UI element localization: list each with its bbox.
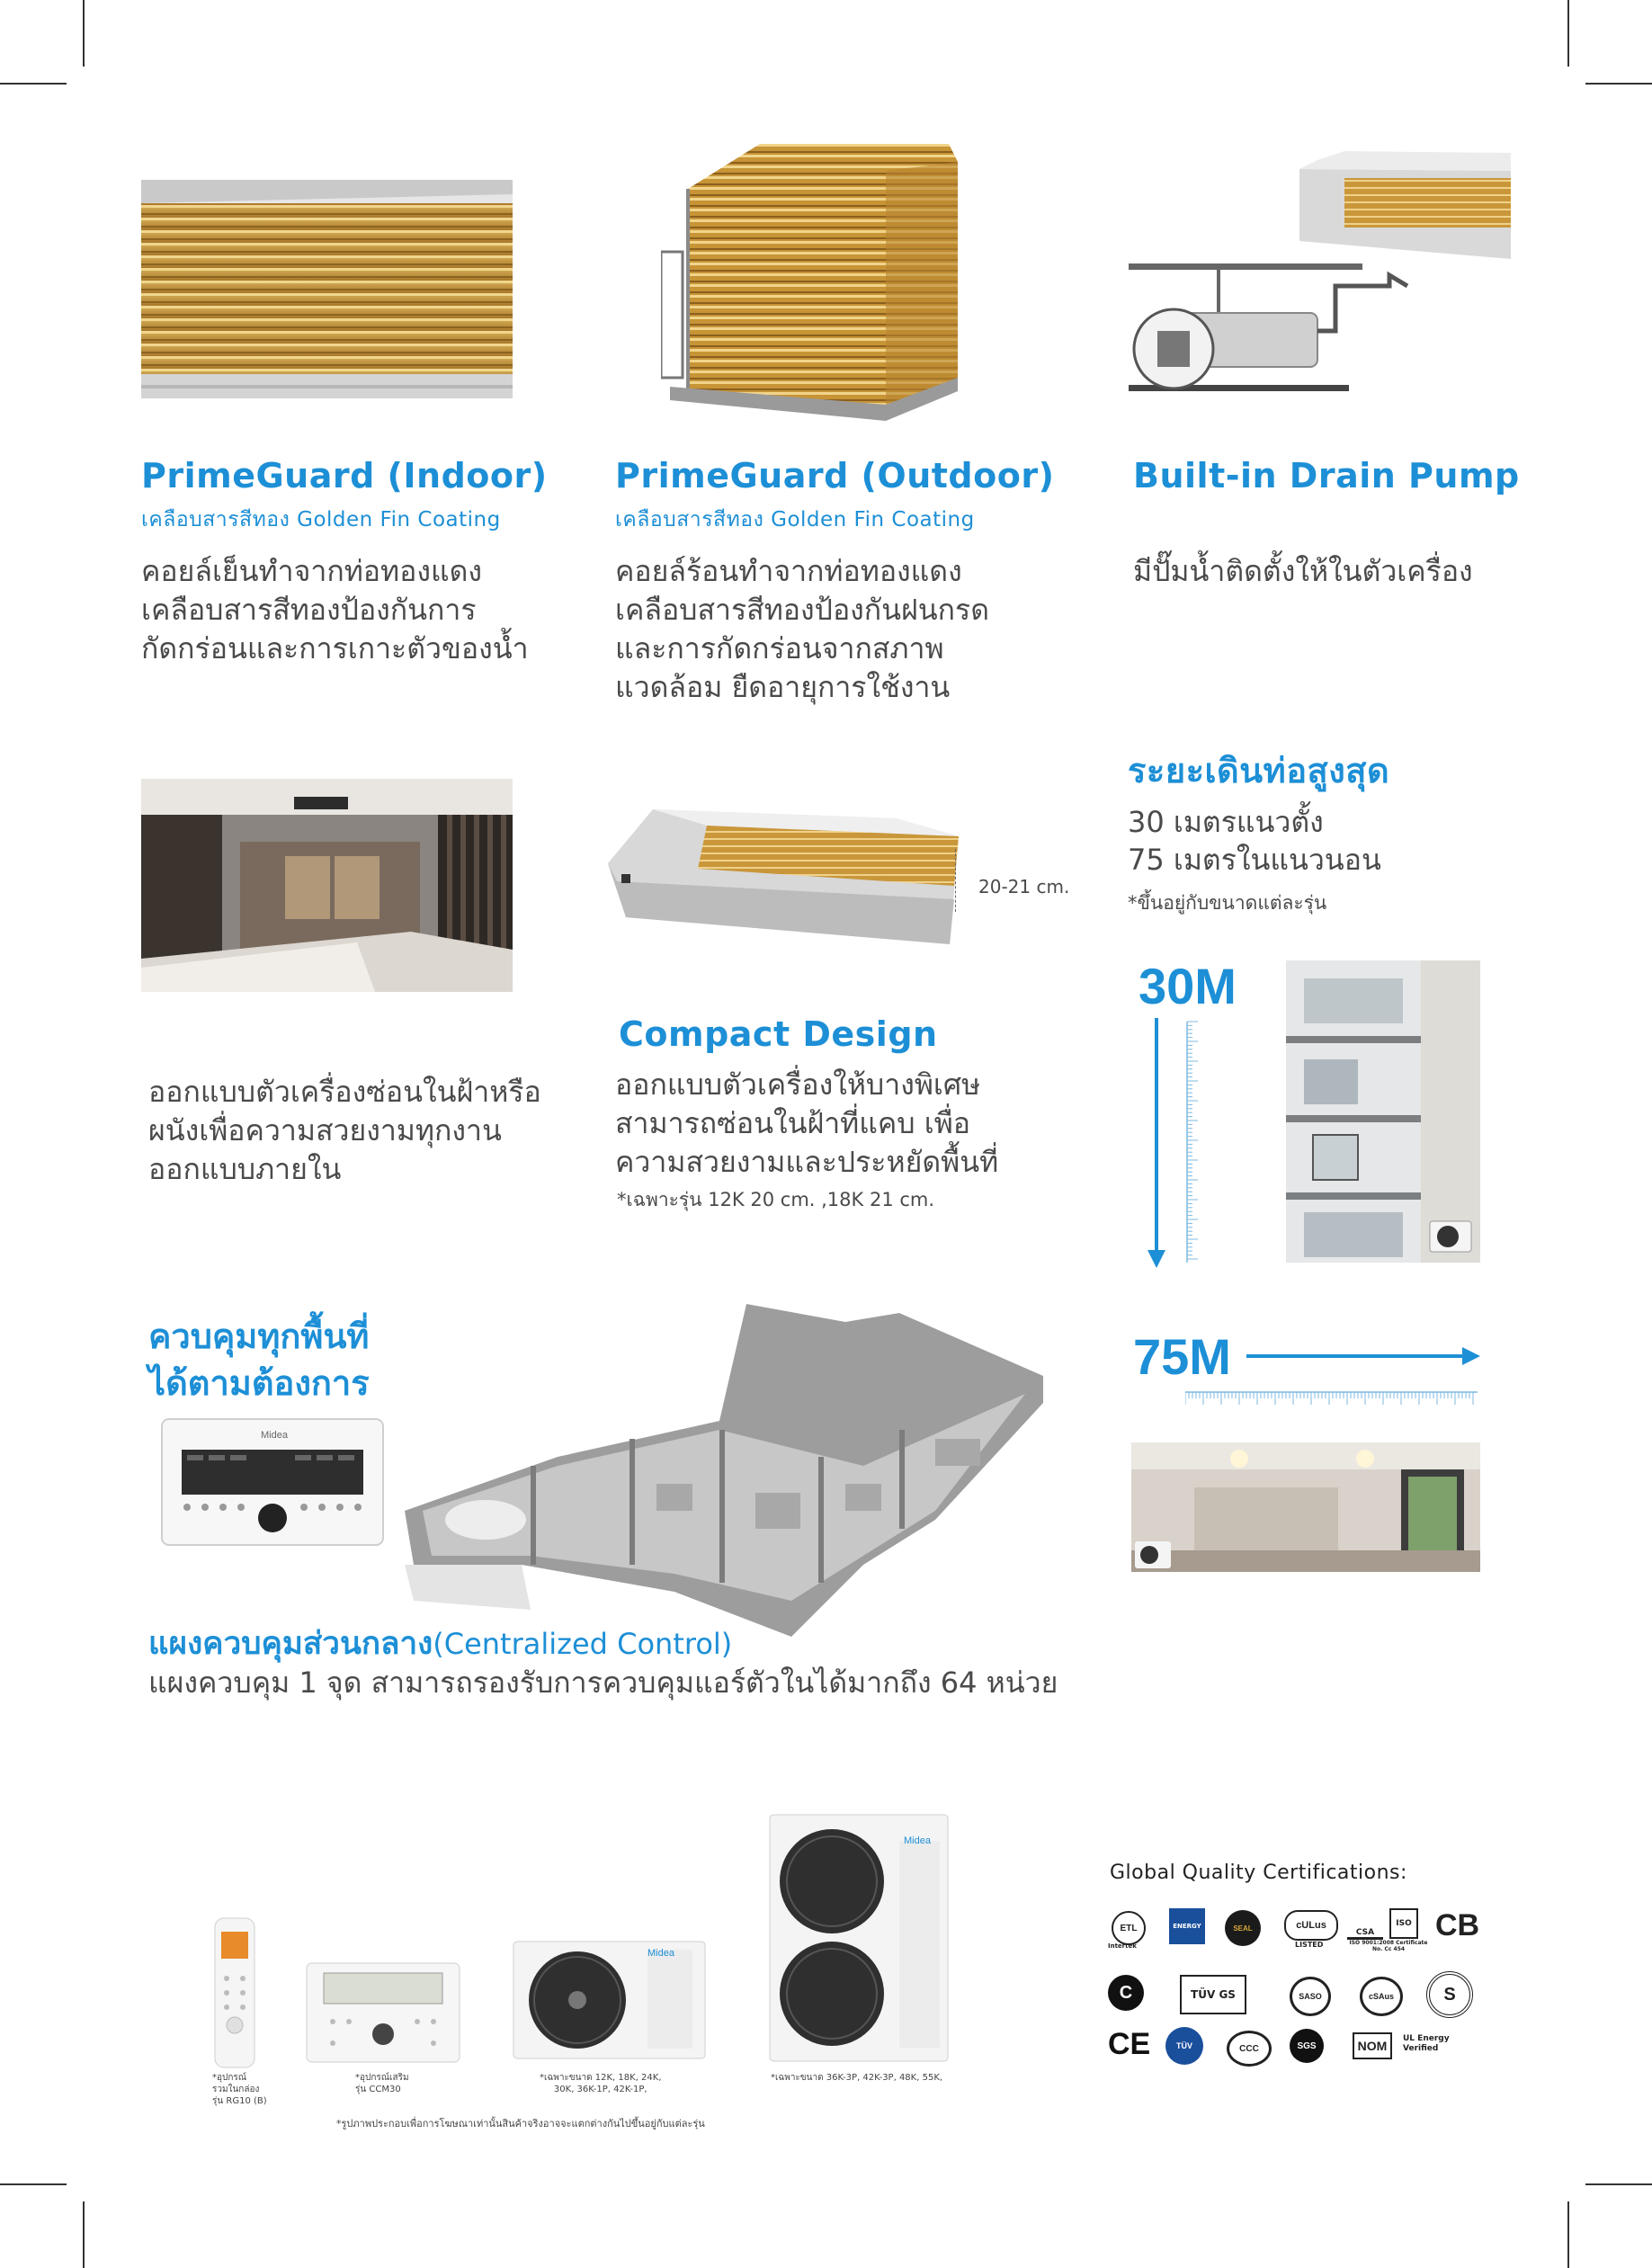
compact-note: *เฉพาะรุ่น 12K 20 cm. ,18K 21 cm.	[617, 1189, 935, 1210]
ul-listed-label: LISTED	[1295, 1941, 1324, 1949]
iso-cert-label: ISO 9001:2008 Certificate No. Cc 454	[1349, 1940, 1428, 1952]
concealed-description	[148, 1073, 541, 1189]
compact-line: ออกแบบตัวเครื่องให้บางพิเศษ	[615, 1067, 981, 1102]
large-odu-caption-line: *เฉพาะขนาด 36K-3P, 42K-3P, 48K, 55K,	[771, 2073, 943, 2083]
outdoor-subtitle-en: Golden Fin Coating	[771, 508, 975, 531]
cb-cert-icon: CB	[1435, 1908, 1480, 1942]
outdoor-line: เคลือบสารสีทองป้องกันฝนกรด	[615, 593, 990, 627]
piping-note: *ขึ้นอยู่กับขนาดแต่ละรุ่น	[1128, 892, 1327, 914]
house-floor-plan-image	[396, 1304, 1048, 1637]
outdoor-line: คอยล์ร้อนทำจากท่อทองแดง	[615, 554, 962, 588]
crop-mark	[1585, 83, 1652, 85]
centralized-control-description: แผงควบคุม 1 จุด สามารถรองรับการควบคุมแอร์ตัวในได้มากถึง 64 หน่วย	[148, 1665, 1058, 1700]
indoor-coil-image	[141, 180, 513, 398]
outdoor-line: แวดล้อม ยืดอายุการใช้งาน	[615, 670, 951, 704]
crop-mark	[83, 2201, 85, 2268]
tuv-cert-icon: TÜV	[1165, 2027, 1203, 2065]
remote-caption-line: รวมในกล่อง	[212, 2085, 260, 2094]
controller-brand-logo: Midea	[261, 1430, 288, 1441]
centralized-control-title-th: แผงควบคุมส่วนกลาง	[148, 1626, 433, 1662]
drain-line: มีปั๊มน้ำติดตั้งให้ในตัวเครื่อง	[1133, 554, 1473, 588]
indoor-subtitle-en: Golden Fin Coating	[297, 508, 501, 531]
seal-cert-icon: SEAL	[1225, 1910, 1261, 1946]
ul-listed-icon: cULus	[1284, 1910, 1338, 1941]
indoor-description	[141, 552, 529, 668]
piping-horizontal-text: 75 เมตรในแนวนอน	[1128, 843, 1381, 877]
crop-mark	[0, 83, 67, 85]
remote-control-image	[214, 1917, 255, 2068]
building-cross-section-image	[1286, 960, 1480, 1263]
wired-caption-line: *อุปกรณ์เสริม	[355, 2073, 409, 2083]
compact-description	[615, 1066, 998, 1182]
small-odu-caption-line: 30K, 36K-1P, 42K-1P,	[553, 2085, 647, 2094]
concealed-line: ออกแบบตัวเครื่องซ่อนในฝ้าหรือ	[148, 1075, 541, 1109]
concealed-line: ผนังเพื่อความสวยงามทุกงาน	[148, 1113, 502, 1147]
indoor-line: เคลือบสารสีทองป้องกันการ	[141, 593, 477, 627]
outdoor-line: และการกัดกร่อนจากสภาพ	[615, 631, 944, 665]
crop-mark	[1585, 2183, 1652, 2185]
csa-cert-icon: CSA	[1347, 1908, 1383, 1940]
outdoor-subtitle-th: เคลือบสารสีทอง	[615, 508, 764, 531]
indoor-line: คอยล์เย็นทำจากท่อทองแดง	[141, 554, 482, 588]
compact-dimension-line	[955, 849, 967, 912]
iso-cert-icon: ISO	[1389, 1908, 1418, 1939]
drain-pump-diagram	[1129, 151, 1511, 396]
outdoor-subtitle	[615, 504, 975, 536]
indoor-subtitle-th: เคลือบสารสีทอง	[141, 508, 290, 531]
ce-cert-icon: CE	[1108, 2027, 1151, 2061]
compact-line: สามารถซ่อนในฝ้าที่แคบ เพื่อ	[615, 1106, 971, 1140]
crop-mark	[0, 2183, 67, 2185]
remote-caption-line: รุ่น RG10 (B)	[212, 2096, 267, 2106]
control-headline-line1: ควบคุมทุกพื้นที่	[148, 1317, 370, 1356]
crop-mark	[1567, 2201, 1569, 2268]
saso-cert-icon: SASO	[1290, 1977, 1331, 2016]
indoor-subtitle	[141, 504, 501, 536]
small-outdoor-unit-image	[513, 1941, 706, 2059]
indoor-title: PrimeGuard (Indoor)	[141, 456, 548, 496]
certifications-title: Global Quality Certifications:	[1110, 1862, 1407, 1884]
bedroom-ceiling-concealed-image	[141, 779, 513, 992]
horizontal-arrow	[1246, 1345, 1480, 1367]
horizontal-75m-label: 75M	[1133, 1328, 1231, 1385]
c-tick-cert-icon: C	[1108, 1975, 1144, 2011]
horizontal-ruler	[1185, 1388, 1478, 1424]
drain-description	[1133, 552, 1473, 591]
wired-caption-line: รุ่น CCM30	[355, 2085, 401, 2094]
remote-caption-line: *อุปกรณ์	[212, 2073, 247, 2083]
compact-title: Compact Design	[619, 1014, 938, 1054]
central-controller-image	[160, 1417, 385, 1547]
tuv-gs-cert-icon: TÜV GS	[1180, 1975, 1246, 2014]
compact-unit-image	[608, 809, 959, 944]
crop-mark	[83, 0, 85, 67]
nom-cert-icon: NOM	[1353, 2032, 1392, 2059]
s-mark-cert-icon: S	[1426, 1971, 1473, 2018]
intertek-label: Intertek	[1108, 1942, 1137, 1950]
small-odu-caption-line: *เฉพาะขนาด 12K, 18K, 24K,	[540, 2073, 662, 2083]
sgs-cert-icon: SGS	[1290, 2029, 1324, 2063]
wired-caption	[355, 2072, 409, 2095]
vertical-30m-label: 30M	[1139, 958, 1237, 1014]
centralized-control-title-en: (Centralized Control)	[433, 1627, 733, 1661]
compact-line: ความสวยงามและประหยัดพื้นที่	[615, 1145, 999, 1179]
crop-mark	[1567, 0, 1569, 67]
remote-caption	[212, 2072, 267, 2107]
wired-controller-image	[306, 1962, 460, 2063]
outdoor-description	[615, 552, 989, 707]
large-outdoor-unit-image	[769, 1814, 949, 2062]
small-odu-caption	[540, 2072, 662, 2095]
outdoor-coil-image	[661, 144, 967, 423]
small-odu-brand-logo: Midea	[647, 1948, 674, 1959]
control-headline	[148, 1313, 370, 1406]
product-footnote: *รูปภาพประกอบเพื่อการโฆษณาเท่านั้นสินค้าจริงอาจจะแตกต่างกันไปขึ้นอยู่กับแต่ละรุ่น	[336, 2118, 705, 2130]
energy-star-icon: ENERGY	[1169, 1908, 1205, 1944]
piping-title: ระยะเดินท่อสูงสุด	[1128, 751, 1390, 790]
outdoor-title: PrimeGuard (Outdoor)	[615, 456, 1055, 496]
csa-us-cert-icon: cSAus	[1360, 1977, 1403, 2016]
piping-vertical-text: 30 เมตรแนวตั้ง	[1128, 805, 1324, 839]
drain-title: Built-in Drain Pump	[1133, 456, 1520, 496]
large-odu-caption	[771, 2072, 942, 2084]
concealed-line: ออกแบบภายใน	[148, 1152, 342, 1186]
large-odu-brand-logo: Midea	[904, 1835, 931, 1846]
ul-energy-verified-icon: UL Energy Verified	[1403, 2034, 1450, 2053]
etl-cert-icon: ETL	[1112, 1911, 1146, 1945]
indoor-line: กัดกร่อนและการเกาะตัวของน้ำ	[141, 631, 529, 665]
ccc-cert-icon: CCC	[1227, 2031, 1272, 2067]
compact-dimension-label: 20-21 cm.	[978, 876, 1070, 897]
office-interior-image	[1131, 1442, 1480, 1572]
control-headline-line2: ได้ตามต้องการ	[148, 1363, 370, 1403]
vertical-arrow	[1142, 1018, 1250, 1270]
centralized-control-title	[148, 1619, 732, 1668]
